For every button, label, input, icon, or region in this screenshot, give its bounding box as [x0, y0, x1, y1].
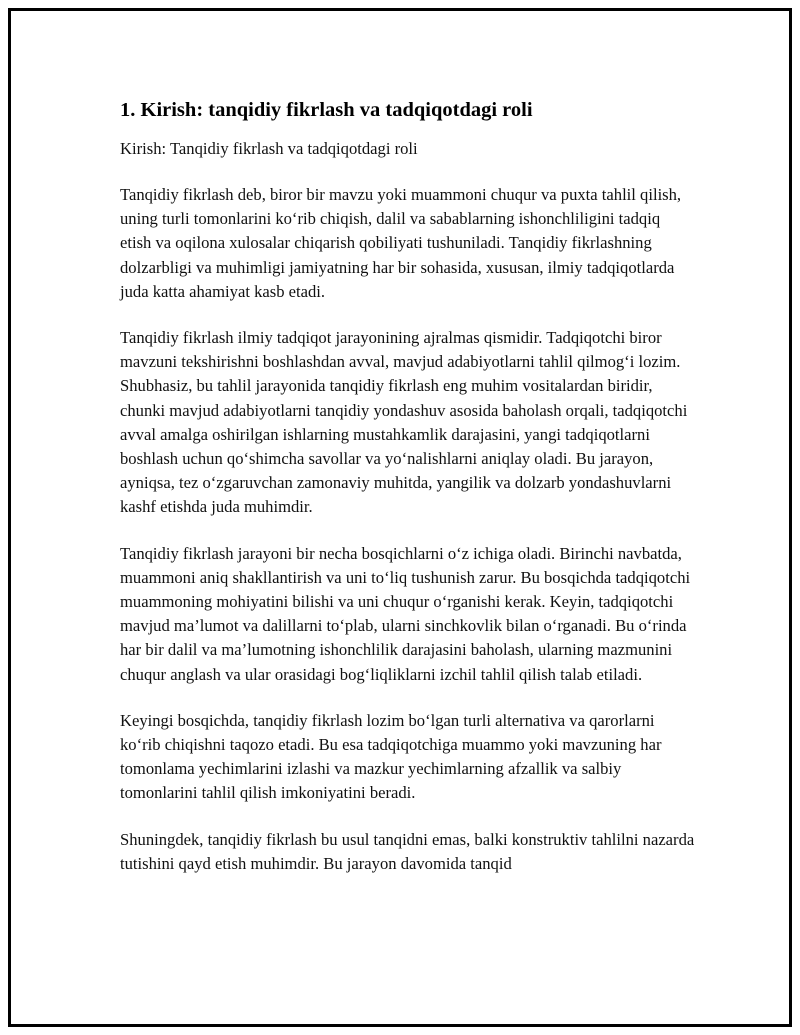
paragraph-3: Tanqidiy fikrlash jarayoni bir necha bosqichlarni o‘z ichiga oladi. Birinchi navbatda, muammoni aniq shakllantirish va uni to‘liq tushunish zarur. Bu bosqichda tadqiqotchi muammoning mohiyatini bilishi va uni chuqur o‘rganishi kerak. Keyin, tadqiqotchi mavjud ma’lumot va dalillarni to‘plab, ularni sinchkovlik bilan o‘rganadi. Bu o‘rinda har bir dalil va ma’lumotning ishonchlilik darajasini baholash, ularning mazmunini chuqur anglash va ular orasidagi bog‘liqliklarni izchil tahlil qilish talab etiladi.: [120, 543, 691, 684]
paragraph-4: Keyingi bosqichda, tanqidiy fikrlash lozim bo‘lgan turli alternativa va qarorlarni ko‘rib chiqishni taqozo etadi. Bu esa tadqiqotchiga muammo yoki mavzuning har tomonlama yechimlarini izlashi va mazkur yechimlarning afzallik va salbiy tomonlarini tahlil qilish imkoniyatini beradi.: [120, 710, 662, 803]
paragraph-1: Tanqidiy fikrlash deb, biror bir mavzu yoki muammoni chuqur va puxta tahlil qilish, uning turli tomonlarini ko‘rib chiqish, dalil va sabablarning ishonchliligini tadqiq etish va oqilona xulosalar chiqarish qobiliyati tushuniladi. Tanqidiy fikrlashning dolzarbligi va muhimligi jamiyatning har bir sohasida, xususan, ilmiy tadqiqotlarda juda katta ahamiyat kasb etadi.: [120, 185, 682, 301]
section-subtitle: Kirish: Tanqidiy fikrlash va tadqiqotdagi roli: [120, 139, 418, 158]
document-body: [120, 97, 695, 876]
page-frame: [8, 8, 792, 1027]
paragraph-2: Tanqidiy fikrlash ilmiy tadqiqot jarayonining ajralmas qismidir. Tadqiqotchi biror mavzuni tekshirishni boshlashdan avval, mavjud adabiyotlarni tahlil qilmog‘i lozim. Shubhasiz, bu tahlil jarayonida tanqidiy fikrlash eng muhim vositalardan biridir, chunki mavjud adabiyotlarni tanqidiy yondashuv asosida baholash orqali, tadqiqotchi avval amalga oshirilgan ishlarning mustahkamlik darajasini, yangi tadqiqotlarni boshlash uchun qo‘shimcha savollar va yo‘nalishlarni aniqlay oladi. Bu jarayon, ayniqsa, tez o‘zgaruvchan zamonaviy muhitda, yangilik va dolzarb yondashuvlarni kashf etishda juda muhimdir.: [120, 328, 688, 517]
section-heading: 1. Kirish: tanqidiy fikrlash va tadqiqotdagi roli: [120, 99, 533, 121]
paragraph-5: Shuningdek, tanqidiy fikrlash bu usul tanqidni emas, balki konstruktiv tahlilni nazarda tutishini qayd etish muhimdir. Bu jarayon davomida tanqid: [120, 829, 695, 873]
